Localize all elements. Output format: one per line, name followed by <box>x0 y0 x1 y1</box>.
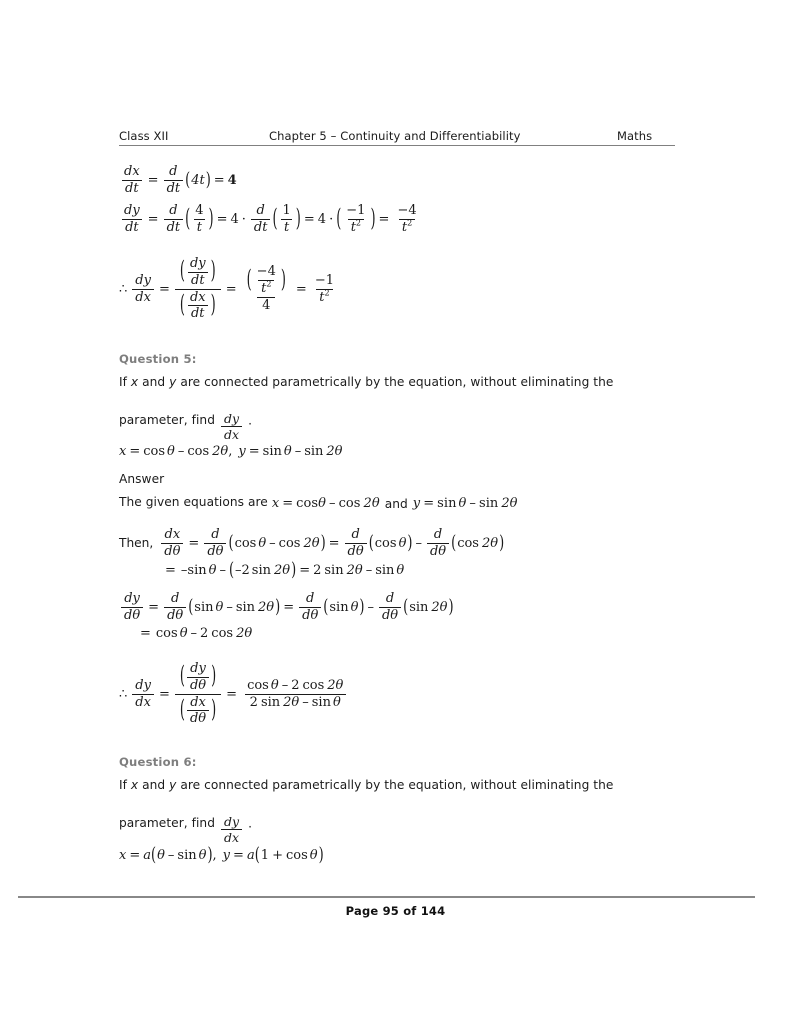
math-token: ( <box>185 205 191 234</box>
math-token: x <box>119 444 127 459</box>
math-token: – <box>177 444 185 459</box>
prose-var-x: x <box>130 375 139 389</box>
math-token: ) <box>320 532 326 555</box>
question-5-statement-line-1 <box>119 374 613 390</box>
equation-q5-parametric <box>119 444 343 459</box>
prose-run: parameter, find <box>119 816 215 831</box>
math-token: sin <box>329 599 349 615</box>
prose-run: If <box>119 375 131 389</box>
math-token: = <box>147 211 159 227</box>
math-token: cos <box>374 535 397 551</box>
math-token: ( <box>323 596 329 619</box>
math-token: dy <box>223 814 240 829</box>
equation-q5-final-result <box>119 662 350 726</box>
prose-run: and <box>384 496 408 511</box>
math-token: 1 <box>282 203 291 218</box>
paren-group <box>323 596 365 619</box>
math-token: 2θ <box>501 496 518 511</box>
math-token: −1 <box>314 272 334 288</box>
math-token: cos <box>457 535 479 551</box>
math-token: = <box>299 563 311 578</box>
math-token: dx <box>189 289 206 305</box>
equation-q5-dy-dtheta <box>119 591 454 623</box>
math-token: x <box>271 496 280 511</box>
math-token: sin <box>409 599 429 615</box>
prose-var-y: y <box>169 778 177 792</box>
math-token: t <box>281 219 292 235</box>
math-token: = <box>216 211 228 227</box>
paren-group <box>272 204 300 235</box>
paren-group <box>336 204 375 235</box>
math-token: dy <box>135 677 151 693</box>
math-token: ( <box>403 596 409 619</box>
inline-equation-group <box>272 495 518 513</box>
math-token: dθ <box>161 543 183 559</box>
math-token: – <box>226 599 233 615</box>
math-token: cos <box>234 535 257 551</box>
math-token: – <box>180 563 188 578</box>
math-token: sin <box>262 444 282 459</box>
math-token: dy <box>135 272 151 288</box>
math-token: = <box>328 535 340 551</box>
math-token: dy <box>124 203 140 218</box>
math-token: dy <box>124 591 140 606</box>
math-token: sin <box>194 599 214 615</box>
math-token: = <box>248 444 260 459</box>
math-token: – <box>219 563 226 578</box>
math-token: ) <box>280 265 286 295</box>
math-token: cos <box>296 496 319 511</box>
math-token: θ <box>215 599 224 615</box>
math-token: = <box>129 444 141 459</box>
equation-dy-dt <box>119 203 422 235</box>
math-token: 2θ <box>212 444 229 459</box>
math-token: sin <box>304 444 324 459</box>
math-token: θ <box>157 848 165 863</box>
math-token: 2 <box>241 563 250 578</box>
math-token: t <box>194 219 205 235</box>
math-token: sin <box>324 563 344 578</box>
math-token: dθ <box>121 607 143 623</box>
math-token: = <box>129 848 141 863</box>
math-token: = <box>226 686 238 702</box>
math-token: 2 <box>249 694 258 710</box>
math-token: dθ <box>187 710 209 726</box>
inline-fraction-dy-dx <box>219 412 244 442</box>
math-token: −1 <box>346 203 366 218</box>
math-token: cos <box>247 677 269 693</box>
math-token: d <box>169 164 178 179</box>
math-token: ) <box>370 205 376 234</box>
math-token: ( <box>368 532 374 555</box>
equation-dx-dt <box>119 164 237 196</box>
math-token: ) <box>291 559 297 582</box>
math-token: cos <box>278 535 301 551</box>
math-token: θ <box>396 563 405 578</box>
math-token: dx <box>124 164 140 179</box>
equation-dy-dx-result-q4 <box>119 257 339 321</box>
math-token: θ <box>309 848 318 863</box>
math-token: – <box>365 563 373 578</box>
math-token: dt <box>122 180 142 196</box>
math-token: 4 <box>230 211 239 227</box>
math-token: dx <box>190 694 206 710</box>
paren-group <box>228 532 326 555</box>
math-token: θ <box>258 535 267 551</box>
math-token: 4 <box>257 297 275 313</box>
prose-run: parameter, find <box>119 413 215 428</box>
math-token: ) <box>211 695 217 725</box>
math-token: d <box>385 591 395 606</box>
math-token: θ <box>283 444 292 459</box>
math-token: ( <box>179 695 185 725</box>
math-token: 2θ <box>363 496 380 511</box>
math-token: – <box>415 535 422 551</box>
prose-run: If <box>119 778 131 792</box>
math-token: ( <box>179 257 185 286</box>
math-token: dt <box>251 219 271 235</box>
math-token: ) <box>210 290 216 320</box>
math-token: dt <box>188 272 208 288</box>
math-token: dx <box>221 426 242 441</box>
math-token: 2θ <box>258 599 275 615</box>
math-token: 4 <box>227 172 237 188</box>
math-token: x <box>119 848 127 863</box>
math-token: dθ <box>427 543 449 559</box>
math-token: cos <box>211 626 234 641</box>
paren-group <box>403 596 454 619</box>
math-token: θ <box>208 563 217 578</box>
math-token: ) <box>207 844 213 867</box>
then-label: Then, <box>119 536 154 551</box>
prose-run: and <box>138 375 170 389</box>
math-token: y <box>222 848 231 863</box>
math-token: + <box>272 848 283 863</box>
math-token: cos <box>285 848 308 863</box>
math-token: ) <box>208 205 214 234</box>
math-token: ∴ <box>119 686 128 702</box>
math-token: dt <box>164 219 184 235</box>
prose-run: . <box>248 413 253 428</box>
math-token: d <box>351 527 360 542</box>
paren-group <box>151 844 213 867</box>
math-token: ( <box>151 844 157 867</box>
math-token: 2θ <box>283 694 300 710</box>
math-token: d <box>169 203 178 218</box>
question-5-heading: Question 5: <box>119 352 197 366</box>
math-token: 2θ <box>274 563 291 578</box>
math-token: ) <box>211 662 217 691</box>
math-token: ( <box>272 205 278 234</box>
paren-group <box>451 532 505 555</box>
question-6-statement-line-1 <box>119 777 613 793</box>
math-token: sin <box>311 694 331 710</box>
prose-run: are connected parametrically by the equation, without eliminating the <box>176 778 614 792</box>
math-token: = <box>148 599 160 615</box>
math-token: ) <box>359 596 365 619</box>
footer-divider <box>18 896 755 898</box>
math-token: θ <box>350 599 359 615</box>
math-token: – <box>294 444 302 459</box>
paren-group <box>185 169 211 192</box>
math-token: t <box>319 289 325 305</box>
math-token: sin <box>260 694 281 710</box>
math-token: dθ <box>187 677 209 693</box>
math-token: dx <box>221 829 242 844</box>
paren-group <box>247 265 286 296</box>
math-token: 2θ <box>303 535 320 551</box>
math-token: d <box>306 591 315 606</box>
prose-run: are connected parametrically by the equation, without eliminating the <box>176 375 614 389</box>
math-token: dθ <box>379 607 401 623</box>
math-token: = <box>158 686 170 702</box>
math-token: dθ <box>164 607 186 623</box>
math-exponent: 2 <box>266 279 272 289</box>
math-token: sin <box>251 563 271 578</box>
math-token: = <box>295 281 307 297</box>
math-token: cos <box>302 677 325 693</box>
math-token: sin <box>375 563 395 578</box>
paren-group <box>180 662 216 693</box>
math-token: d <box>256 203 265 218</box>
math-token: sin <box>478 496 499 511</box>
math-token: = <box>140 626 151 641</box>
math-token: 2θ <box>481 535 499 551</box>
math-token: = <box>378 211 390 227</box>
math-token: −4 <box>397 203 417 218</box>
page-header <box>119 129 675 146</box>
math-token: a <box>246 848 255 863</box>
math-token: ) <box>448 596 454 619</box>
math-token: t <box>350 219 356 235</box>
math-token: – <box>469 496 476 511</box>
answer-label-q5: Answer <box>119 472 165 486</box>
math-token: dx <box>164 527 181 542</box>
math-token: 2 <box>313 563 322 578</box>
math-token: ) <box>295 205 301 234</box>
question-5-given-equations-line <box>119 494 518 513</box>
math-token: 4 <box>195 203 204 218</box>
prose-var-y: y <box>169 375 177 389</box>
prose-run: . <box>248 816 253 831</box>
math-token: θ <box>318 496 326 511</box>
equation-q5-dy-dtheta-simplified <box>140 626 252 641</box>
math-token: · <box>241 211 246 227</box>
math-token: dx <box>132 694 154 710</box>
math-token: dt <box>122 219 142 235</box>
math-token: sin <box>235 599 256 615</box>
math-token: 2θ <box>236 626 253 641</box>
math-token: θ <box>167 444 175 459</box>
header-subject-label: Maths <box>617 129 653 143</box>
math-token: = <box>147 172 159 188</box>
math-token: ( <box>228 559 235 582</box>
math-token: · <box>329 211 334 227</box>
math-token: y <box>412 496 421 511</box>
math-token: 2θ <box>327 677 344 693</box>
question-6-statement-line-2 <box>119 815 252 845</box>
math-token: – <box>167 848 175 863</box>
math-token: dθ <box>345 543 367 559</box>
math-token: −4 <box>256 264 276 280</box>
math-token: = <box>188 535 200 551</box>
header-class-label: Class XII <box>119 129 169 143</box>
math-token: ) <box>407 532 413 555</box>
math-token: ) <box>205 169 211 192</box>
math-token: d <box>433 527 443 542</box>
math-token: 4t <box>191 172 205 188</box>
paren-group <box>185 204 213 235</box>
question-5-statement-line-2 <box>119 412 252 442</box>
math-token: sin <box>437 496 457 511</box>
math-token: ( <box>451 532 457 555</box>
math-token: 1 <box>260 848 270 863</box>
math-token: = <box>283 599 295 615</box>
math-token: ) <box>210 257 216 286</box>
math-token: dθ <box>204 543 226 559</box>
math-token: d <box>170 591 180 606</box>
math-token: 2 <box>291 677 300 693</box>
math-token: cos <box>187 444 210 459</box>
math-token: θ <box>270 677 279 693</box>
math-token: dt <box>164 180 184 196</box>
equation-q5-dx-dtheta <box>119 528 504 559</box>
paren-group <box>180 257 216 288</box>
equation-q6-parametric <box>119 844 324 867</box>
math-token: ( <box>185 169 191 192</box>
math-token: – <box>235 563 242 578</box>
math-token: ( <box>254 844 260 867</box>
math-token: dy <box>189 256 206 271</box>
math-token: ) <box>275 596 281 619</box>
math-token: θ <box>398 535 407 551</box>
math-token: 2θ <box>431 599 448 615</box>
math-token: t <box>401 219 408 235</box>
math-token: , <box>228 444 233 459</box>
math-token: θ <box>179 626 188 641</box>
math-token: a <box>143 848 152 863</box>
prose-run: The given equations are <box>119 495 268 509</box>
math-token: 2θ <box>346 563 363 578</box>
math-token: cos <box>155 626 178 641</box>
math-token: – <box>269 535 276 551</box>
math-token: sin <box>177 848 197 863</box>
math-token: ( <box>188 596 194 619</box>
math-token: – <box>329 496 336 511</box>
math-token: y <box>238 444 246 459</box>
math-token: θ <box>198 848 207 863</box>
prose-run: and <box>138 778 170 792</box>
math-token: 2θ <box>326 444 343 459</box>
math-token: θ <box>332 694 341 710</box>
math-token: 2 <box>200 626 209 641</box>
math-token: ∴ <box>119 281 128 297</box>
math-token: dx <box>132 289 154 305</box>
paren-group <box>188 596 281 619</box>
math-token: sin <box>187 563 207 578</box>
math-token: – <box>302 694 309 710</box>
question-6-heading: Question 6: <box>119 755 197 769</box>
math-token: , <box>212 848 217 863</box>
math-exponent: 2 <box>324 288 330 298</box>
math-token: ( <box>228 532 234 555</box>
math-token: – <box>190 626 198 641</box>
math-token: = <box>303 211 315 227</box>
paren-group <box>180 696 216 727</box>
math-token: cos <box>338 496 361 511</box>
paren-group <box>180 291 216 322</box>
math-token: ) <box>499 532 505 555</box>
inline-fraction-dy-dx <box>219 815 244 845</box>
math-token: ( <box>336 205 342 234</box>
paren-group <box>254 844 324 867</box>
math-token: 4 <box>317 211 327 227</box>
math-token: ( <box>179 662 185 691</box>
math-token: = <box>423 496 435 511</box>
paren-group <box>228 559 297 582</box>
paren-group <box>368 532 413 555</box>
math-token: – <box>281 677 289 693</box>
math-token: = <box>158 281 170 297</box>
math-token: ( <box>179 290 185 320</box>
math-token: dθ <box>299 607 321 623</box>
equation-q5-dx-dtheta-simplified <box>165 559 405 582</box>
math-exponent: 2 <box>407 218 413 228</box>
math-token: = <box>225 281 237 297</box>
math-token: ( <box>246 265 252 295</box>
math-token: dy <box>190 661 206 676</box>
math-token: = <box>282 496 294 511</box>
math-token: = <box>165 563 176 578</box>
header-chapter-title: Chapter 5 – Continuity and Differentiability <box>269 129 521 143</box>
math-token: = <box>213 172 225 188</box>
math-token: ) <box>318 844 324 867</box>
prose-var-x: x <box>130 778 139 792</box>
math-token: = <box>233 848 244 863</box>
math-token: dy <box>223 411 240 426</box>
math-token: d <box>211 527 220 542</box>
math-token: cos <box>143 444 166 459</box>
footer-page-number: Page 95 of 144 <box>345 904 446 918</box>
math-token: t <box>261 281 267 297</box>
math-token: dt <box>188 305 208 321</box>
math-token: θ <box>458 496 467 511</box>
math-token: – <box>367 599 374 615</box>
math-exponent: 2 <box>355 218 362 228</box>
